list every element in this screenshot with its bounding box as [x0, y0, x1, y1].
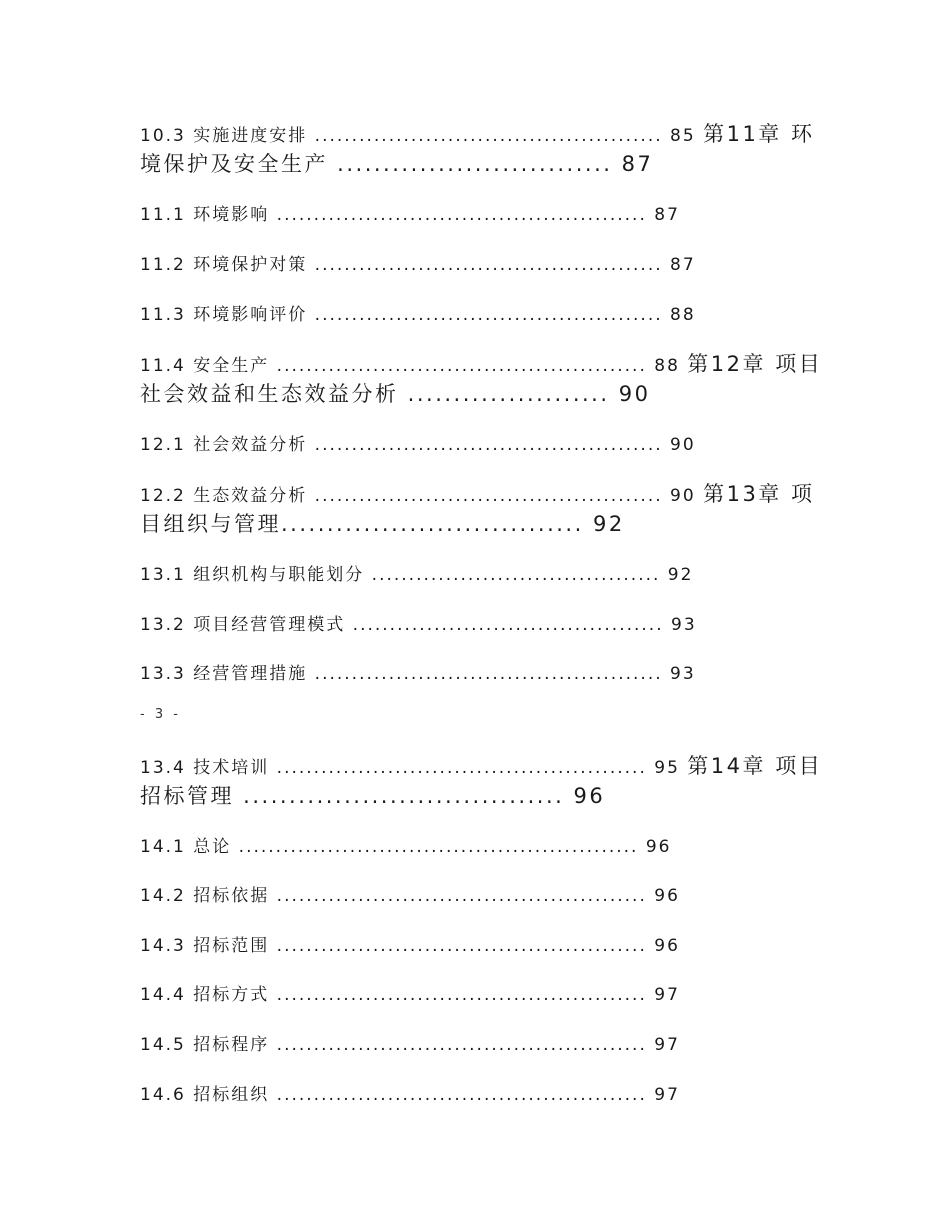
toc-entry-13-3: 13.3 经营管理措施 ............................................... 93: [140, 664, 696, 684]
toc-entry-text: 13.4 技术培训 .................................................. 95: [140, 758, 688, 778]
toc-entry-14-4: 14.4 招标方式 .................................................. 97: [140, 985, 680, 1005]
toc-entry-14-6: 14.6 招标组织 .................................................. 97: [140, 1085, 680, 1105]
chapter-heading-11: 第11章 环: [703, 122, 815, 146]
toc-entry-text: 12.2 生态效益分析 ............................................... 90: [140, 486, 704, 506]
toc-entry-11-2: 11.2 环境保护对策 ............................................... 87: [140, 255, 696, 275]
chapter-heading-14-cont: 招标管理 ................................... 96: [140, 784, 606, 808]
toc-entry-11-3: 11.3 环境影响评价 ............................................... 88: [140, 305, 696, 325]
chapter-heading-12: 第12章 项目: [687, 352, 823, 376]
toc-entry-11-4: [140, 348, 822, 378]
toc-entry-13-1: 13.1 组织机构与职能划分 ....................................... 92: [140, 565, 694, 585]
toc-entry-13-4: [140, 750, 822, 780]
toc-entry-13-2: 13.2 项目经营管理模式 .......................................... 93: [140, 615, 697, 635]
chapter-heading-13: 第13章 项: [703, 482, 815, 506]
toc-entry-10-3: [140, 118, 814, 148]
toc-entry-text: 10.3 实施进度安排 ............................................... 85: [140, 126, 704, 146]
toc-entry-12-1: 12.1 社会效益分析 ............................................... 90: [140, 435, 696, 455]
toc-entry-14-3: 14.3 招标范围 .................................................. 96: [140, 936, 680, 956]
chapter-heading-14: 第14章 项目: [687, 754, 823, 778]
toc-entry-12-2: [140, 478, 814, 508]
toc-entry-14-2: 14.2 招标依据 .................................................. 96: [140, 886, 680, 906]
chapter-heading-11-cont: 境保护及安全生产 .............................. 87: [140, 152, 654, 176]
chapter-heading-13-cont: 目组织与管理................................. 92: [140, 512, 625, 536]
toc-entry-11-1: 11.1 环境影响 .................................................. 87: [140, 205, 680, 225]
toc-entry-text: 11.4 安全生产 .................................................. 88: [140, 356, 688, 376]
toc-entry-14-5: 14.5 招标程序 .................................................. 97: [140, 1035, 680, 1055]
chapter-heading-12-cont: 社会效益和生态效益分析 ...................... 90: [140, 382, 651, 406]
toc-entry-14-1: 14.1 总论 ...................................................... 96: [140, 837, 672, 857]
page-number: - 3 -: [140, 707, 181, 722]
